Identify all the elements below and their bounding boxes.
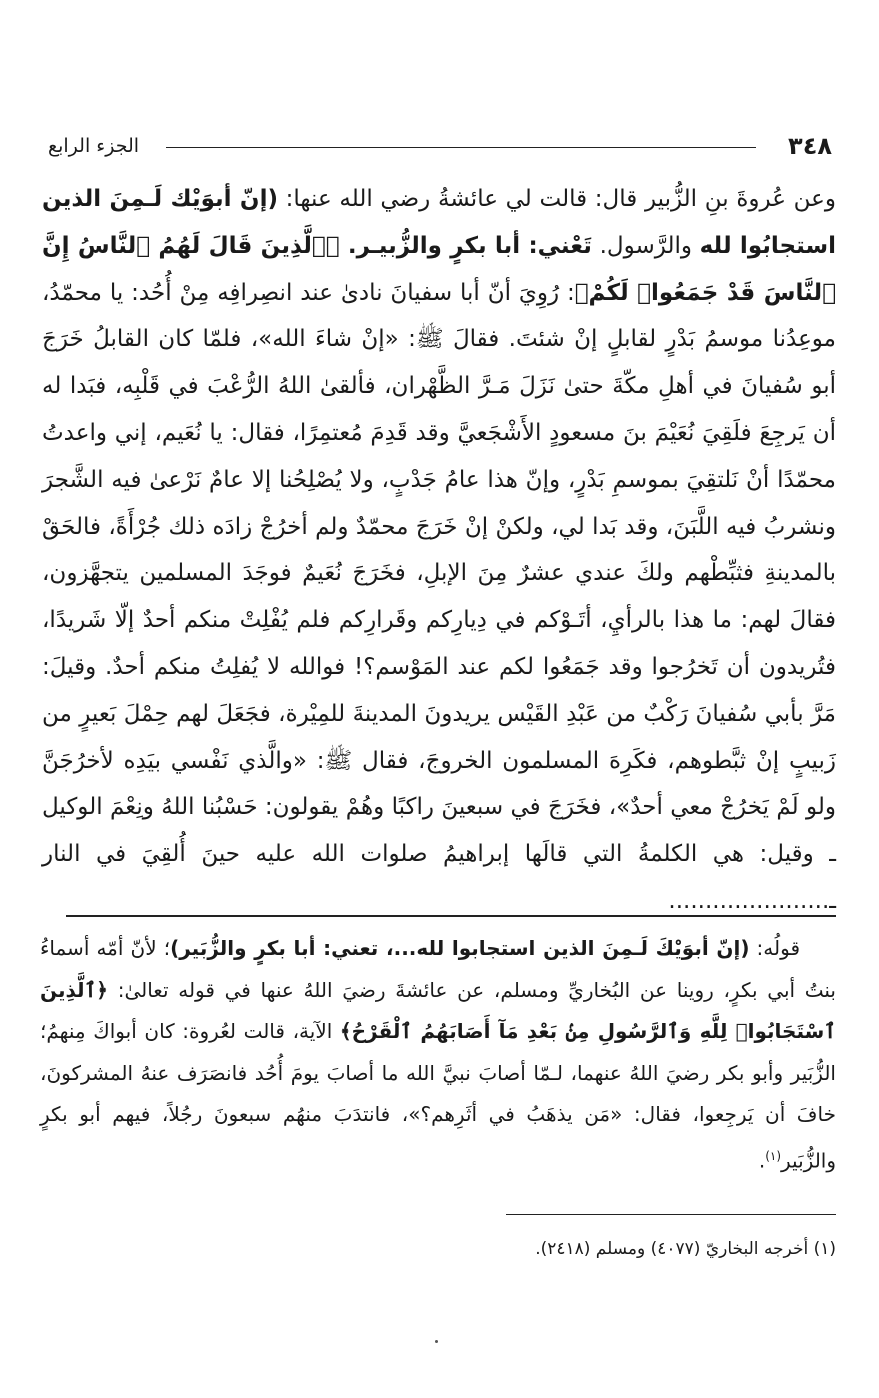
commentary-lead: قولُه: — [749, 936, 801, 960]
main-text — [42, 176, 836, 925]
commentary-text-2: الآية، قالت لعُروة: كان أبواكَ مِنهمُ؛ الزُّبَير وأبو بكر رضيَ اللهُ عنهما، لـمّا أصابَ نبيَّ الله ما أصابَ يومَ أُحُد فانصَرَف عنهُ المشركونَ، خافَ أن يَرجِعوا، فقال: «مَن يذهَبُ في أثَرِهم؟»، فانتدَبَ منهُم سبعونَ رجُلاً، فيهم أبو بكرٍ والزُّبَير — [40, 1019, 836, 1173]
footnote-rule — [506, 1214, 836, 1215]
commentary-quote: (إنّ أبوَيْكَ لَـمِنَ الذين استجابوا لله...، تعني: أبا بكرٍ والزُّبَير) — [170, 936, 750, 960]
header-rule — [166, 147, 756, 148]
main-text-intro: وعن عُروةَ بنِ الزُّبير قال: قالت لي عائشةُ رضي الله عنها: — [277, 186, 836, 212]
footnote-marker: (١) — [765, 1148, 782, 1163]
page-speck — [435, 1340, 438, 1343]
main-paragraph — [42, 176, 836, 925]
page-header — [48, 128, 832, 164]
running-title: الجزء الرابع — [48, 135, 140, 157]
commentary — [40, 928, 836, 1182]
main-text-quote: (إنّ أبوَيْك لَـمِنَ الذين استجابُوا لله — [42, 186, 836, 259]
footnote: (١) أخرجه البخاريّ (٤٠٧٧) ومسلم (٢٤١٨). — [535, 1239, 836, 1259]
commentary-separator — [66, 915, 836, 917]
commentary-end: . — [758, 1148, 766, 1173]
commentary-verse: ﴿ٱلَّذِينَ ٱسْتَجَابُوا۟ لِلَّهِ وَٱلرَّسُولِ مِنۢ بَعْدِ مَآ أَصَابَهُمُ ٱلْقَرْحُ﴾ — [40, 977, 836, 1043]
trailing-dots: ...................... — [668, 887, 830, 914]
main-text-segment: والرَّسول. — [591, 232, 700, 259]
commentary-text: ؛ لأنّ أمّه أسماءُ بنتُ أبي بكرٍ، روينا عن البُخاريِّ ومسلم، عن عائشةَ رضيَ اللهُ عنها في قوله تعالىٰ: — [40, 936, 836, 1002]
page-number: ٣٤٨ — [788, 132, 832, 160]
main-text-body: : رُوِيَ أنّ أبا سفيانَ نادىٰ عند انصِرافِه مِنْ أُحُد: يا محمّدُ، موعِدُنا موسمُ بَدْرٍ لقابلٍ إنْ شئتَ. فقالَ ﷺ: «إنْ شاءَ الله»، فلمّا كان القابلُ خَرَجَ أبو سُفيانَ في أهلِ مكّةَ حتىٰ نَزَلَ مَـرَّ الظَّهْران، فألقىٰ اللهُ الرُّعْبَ في قَلْبِه، فبَدا له أن يَرجِعَ فلَقِيَ نُعَيْمَ بنَ مسعودٍ الأَشْجَعيَّ وقد قَدِمَ مُعتمِرًا، فقال: يا نُعَيم، إني واعدتُ محمّدًا أنْ نَلتقِيَ بموسمِ بَدْرٍ، وإنّ هذا عامُ جَدْبٍ، ولا يُصْلِحُنا إلا عامٌ نَرْعىٰ فيه الشَّجرَ ونشربُ فيه اللَّبَنَ، وقد بَدا لي، ولكنْ إنْ خَرَجَ محمّدٌ ولم أخرُجْ زادَه ذلك جُرْأَةً، فالحَقْ بالمدينةِ فثبِّطْهم ولكَ عندي عشرٌ مِنَ الإبلِ، فخَرَجَ نُعَيمٌ فوجَدَ المسلمين يتجهَّزون، فقالَ لهم: ما هذا بالرأيِ، أتَـوْكم في دِيارِكم وقَرارِكم فلم يُفْلِتْ منكم أحدٌ إلّا شَريدًا، فتُريدون أن تَخرُجوا وقد جَمَعُوا لكم عند المَوْسم؟! فوالله لا يُفلِتُ منكم أحدٌ. وقيلَ: مَرَّ بأبي سُفيانَ رَكْبٌ من عَبْدِ القَيْس يريدونَ المدينةَ للمِيْرة، فجَعَلَ لهم حِمْلَ بَعيرٍ من زَبيبٍ إنْ ثبَّطوهم، فكَرِهَ المسلمون الخروجَ، فقال ﷺ: «والَّذي نَفْسي بيَدِه لأخرُجَنَّ ولو لَمْ يَخرُجْ معي أحدٌ»، فخَرَجَ في سبعينَ راكبًا وهُمْ يقولون: حَسْبُنا اللهُ ونِعْمَ الوكيل ـ وقيل: هي الكلمةُ التي قالَها إبراهيمُ صلوات الله عليه حينَ أُلقِيَ في النار ـ — [42, 279, 836, 914]
commentary-paragraph — [40, 928, 836, 1182]
main-text-verse: تَعْني: أبا بكرٍ والزُّبيـر. ﴿ٱلَّذِينَ قَالَ لَهُمُ ٱلنَّاسُ إِنَّ ٱلنَّاسَ قَدْ جَمَعُوا۟ لَكُمْ﴾ — [42, 232, 836, 306]
